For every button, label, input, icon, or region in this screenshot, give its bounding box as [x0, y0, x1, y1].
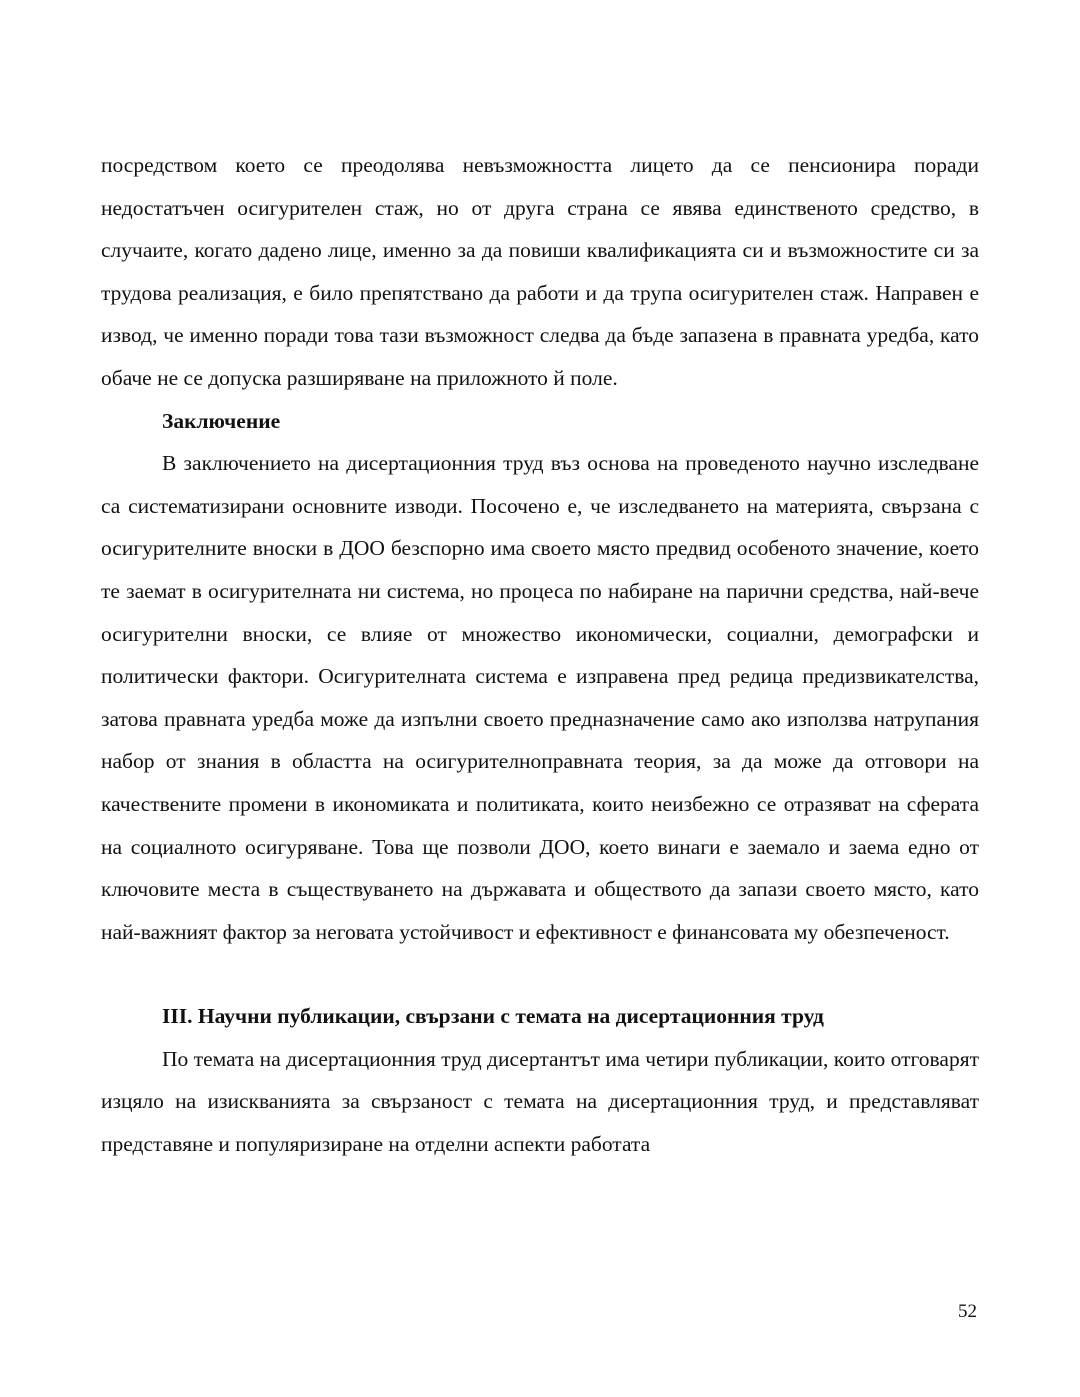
intro-paragraph: посредством което се преодолява невъзможността лицето да се пенсионира поради недостатъчен осигурителен стаж, но от друга страна се явява единственото средство, в случаите, когато дадено лице, именно за да повиши квалификацията си и възможностите си за трудова реализация, е било препятствано да работи и да трупа осигурителен стаж. Направен е извод, че именно поради това тази възможност следва да бъде запазена в правната уредба, като обаче не се допуска разширяване на приложното й поле. [101, 153, 979, 390]
conclusion-paragraph: В заключението на дисертационния труд въз основа на проведеното научно изследване са систематизирани основните изводи. Посочено е, че изследването на материята, свързана с осигурителните вноски в ДОО безспорно има своето място предвид особеното значение, което те заемат в осигурителната ни система, но процеса по набиране на парични средства, най-вече осигурителни вноски, се влияе от множество икономически, социални, демографски и политически фактори. Осигурителната система е изправена пред редица предизвикателства, затова правната уредба може да изпълни своето предназначение само ако използва натрупания набор от знания в областта на осигурителноправната теория, за да може да отговори на качествените промени в икономиката и политиката, които неизбежно се отразяват на сферата на социалното осигуряване. Това ще позволи ДОО, което винаги е заемало и заема едно от ключовите места в съществуването на държавата и обществото да запази своето място, като най-важният фактор за неговата устойчивост и ефективност е финансовата му обезпеченост. [101, 451, 979, 944]
publications-paragraph: По темата на дисертационния труд дисертантът има четири публикации, които отговарят изцяло на изискванията за свързаност с темата на дисертационния труд, и представляват представяне и популяризиране на отделни аспекти работата [101, 1046, 979, 1157]
document-page [101, 144, 979, 1166]
page-number: 52 [958, 1301, 977, 1322]
conclusion-heading: Заключение [162, 408, 281, 433]
publications-heading: III. Научни публикации, свързани с темата на дисертационния труд [162, 1004, 824, 1029]
